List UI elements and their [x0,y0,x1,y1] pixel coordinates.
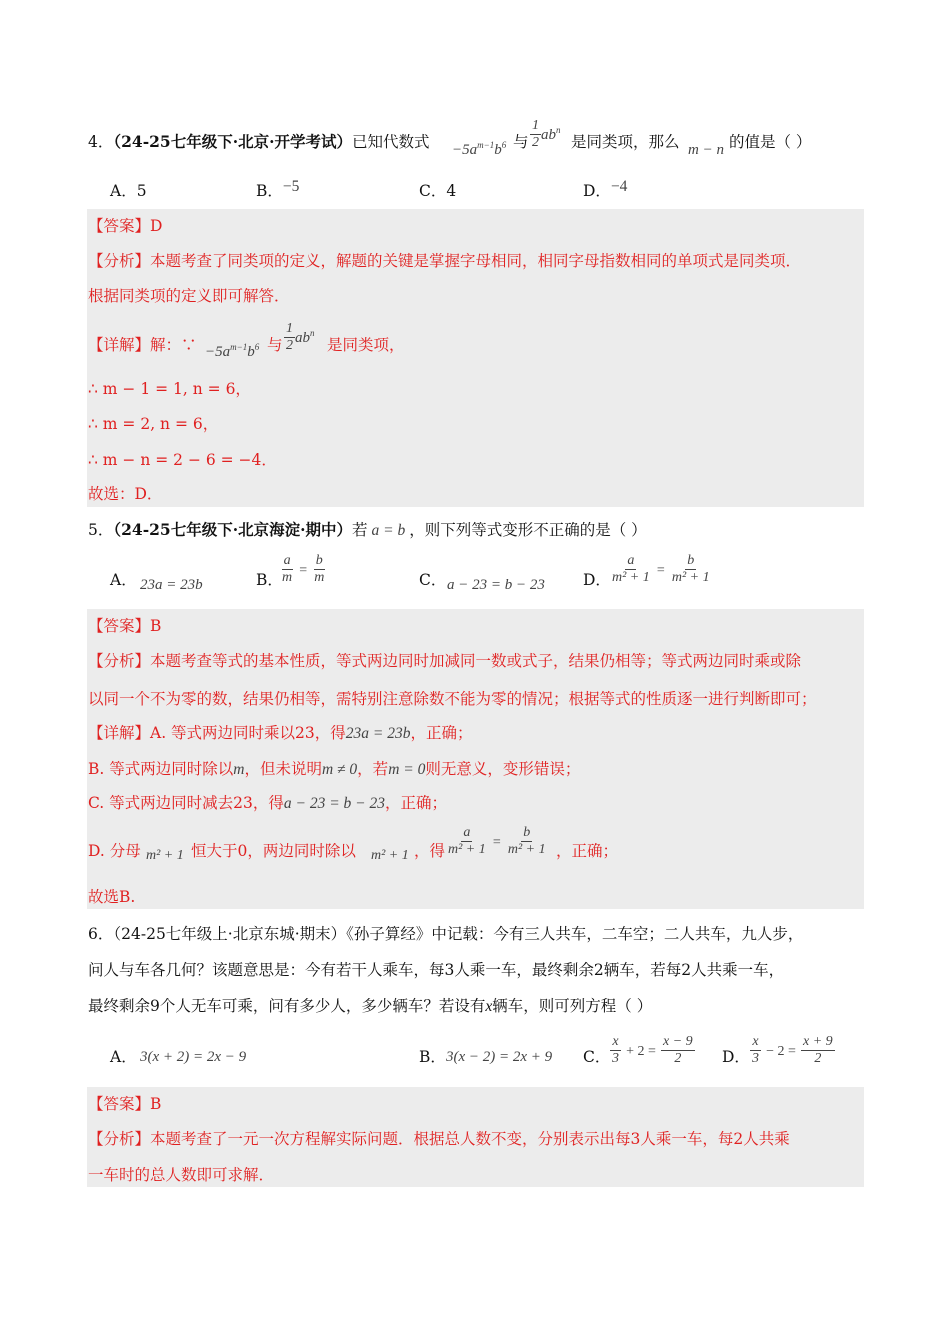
q4-expr1: $-5a^{m-1}b^6$ [452,140,507,158]
q5-detail-b: B. 等式两边同时除以m，但未说明m ≠ 0，若m = 0则无意义，变形错误； [88,760,581,778]
q4-option-c: C．4 [419,182,457,200]
q6-option-a-expr: 3(x + 2) = 2x − 9 [140,1049,247,1065]
q4-step-2: ∴ m = 2, n = 6， [88,415,219,433]
q5-option-b-expr: $\frac{a}{m}$ = $\frac{b}{m}$ [282,553,325,585]
q4-stem: 4．（24-25七年级下·北京·开学考试）已知代数式 [88,132,430,151]
q5-option-c: C． [419,571,447,589]
q4-with: 与 [513,133,529,151]
q6-option-a: A． [110,1048,137,1066]
q4-detail-expr1: $-5a^{m-1}b^6$ [205,342,260,360]
q4-stem-b: 是同类项，那么 [571,133,680,151]
q4-expr3: m − n [688,142,724,158]
q5-detail-c: C. 等式两边同时减去23，得a − 23 = b − 23，正确； [88,794,448,812]
q5-detail-d-4: ，正确； [556,842,619,860]
q5-detail-d-3: ，得 [414,842,446,860]
q4-step-3: ∴ m − n = 2 − 6 = −4． [88,451,277,469]
q5-choose: 故选B. [88,888,136,906]
q5-detail-d-expr1: m² + 1 [146,848,184,863]
q5-answer: 【答案】B [88,617,162,635]
q6-option-b-expr: 3(x − 2) = 2x + 9 [446,1049,553,1065]
q6-line-3: 最终剩余9个人无车可乘，问有多少人，多少辆车？若设有x辆车，则可列方程（ ） [88,997,653,1015]
q5-analysis-1: 【分析】本题考查等式的基本性质，等式两边同时加减同一数或式子，结果仍相等；等式两边同时乘或除 [88,652,802,670]
q4-step-1: ∴ m − 1 = 1, n = 6， [88,380,251,398]
q4-answer: 【答案】D [88,217,163,235]
q5-detail-d-expr2: m² + 1 [371,848,409,863]
q5-option-c-expr: a − 23 = b − 23 [447,577,545,593]
q5-stem: 5．（24-25七年级下·北京海淀·期中）若 a = b ，则下列等式变形不正确的是（ ） [88,520,647,539]
q4-stem-c: 的值是（ ） [729,133,812,151]
q5-option-b: B． [256,571,283,589]
q6-analysis-1: 【分析】本题考查了一元一次方程解实际问题．根据总人数不变，分别表示出每3人乘一车，每2人共乘 [88,1130,790,1148]
q6-answer: 【答案】B [88,1095,162,1113]
q5-detail-d: D. 分母 [88,842,141,860]
q4-analysis-1: 【分析】本题考查了同类项的定义，解题的关键是掌握字母相同，相同字母指数相同的单项式是同类项． [88,252,802,270]
q4-choose: 故选：D． [88,485,163,503]
q6-option-b: B． [419,1048,446,1066]
q5-detail-d-2: 恒大于0，两边同时除以 [191,842,356,860]
q4-option-d: D．−4 [583,178,628,200]
q5-option-d: D． [583,571,611,589]
q4-option-b: B．−5 [256,178,300,200]
q4-detail-with: 与 [267,336,283,354]
q4-expr2: $\frac{1}{2}$ $ab^n$ [532,118,561,150]
q6-option-d: D． [722,1048,750,1066]
q4-analysis-2: 根据同类项的定义即可解答． [88,287,290,305]
q6-option-c: C． [583,1048,611,1066]
q5-detail-d-fraction: $\frac{a}{\text{m² + 1}}$ = $\frac{b}{\text{m² + 1}}$ [448,825,546,857]
q4-detail: 【详解】解：∵ [88,336,197,354]
q6-option-d-expr: $\frac{x}{3}$ − 2 = $\frac{x + 9}{2}$ [752,1034,833,1066]
q6-line-2: 问人与车各几何？该题意思是：今有若干人乘车，每3人乘一车，最终剩余2辆车，若每2人共乘一车， [88,961,785,979]
q6-option-c-expr: $\frac{x}{3}$ + 2 = $\frac{x - 9}{2}$ [612,1034,693,1066]
q5-analysis-2: 以同一个不为零的数，结果仍相等，需特别注意除数不能为零的情况；根据等式的性质逐一进行判断即可； [88,690,817,708]
q5-option-a-expr: 23a = 23b [140,577,203,593]
q4-detail-tail: 是同类项， [327,336,405,354]
q4-detail-expr2: $\frac{1}{2}$ $ab^n$ [286,321,315,353]
q5-option-d-expr: $\frac{a}{\text{m² + 1}}$ = $\frac{b}{\text{m² + 1}}$ [612,553,710,585]
q6-analysis-2: 一车时的总人数即可求解． [88,1166,275,1184]
q6-line-1: 6．（24-25七年级上·北京东城·期末）《孙子算经》中记载：今有三人共车，二车空；二人共车，九人步， [88,925,804,943]
q5-detail-a: 【详解】A. 等式两边同时乘以23，得23a = 23b，正确； [88,724,473,742]
q5-option-a: A． [110,571,137,589]
q4-option-a: A．5 [110,182,147,200]
